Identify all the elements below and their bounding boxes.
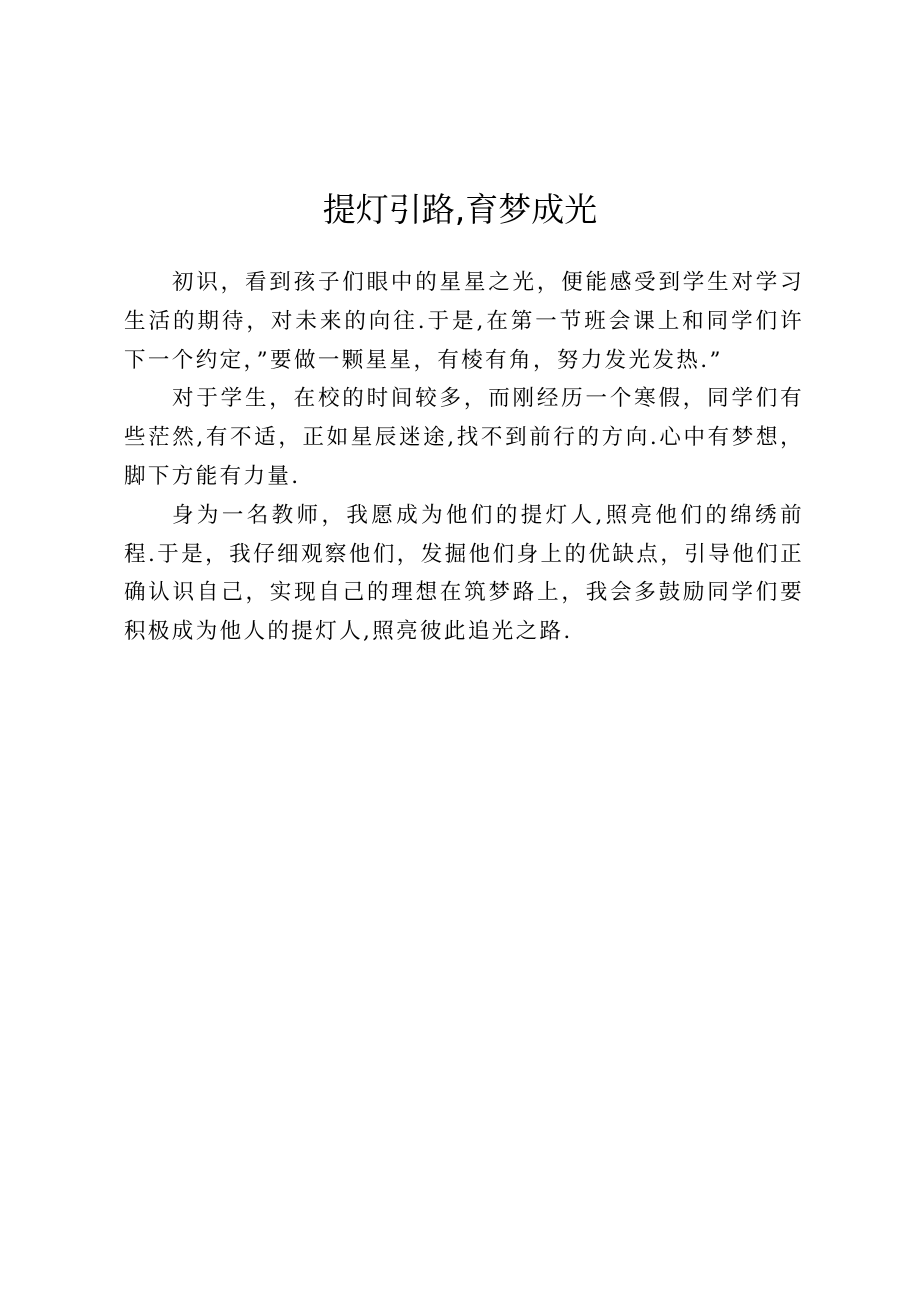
paragraph-3: 身为一名教师，我愿成为他们的提灯人,照亮他们的绵绣前程.于是，我仔细观察他们，发掘他们身上的优缺点，引导他们正确认识自己，实现自己的理想在筑梦路上，我会多鼓励同学们要积极成为他人的提灯人,照亮彼此追光之路. — [124, 502, 804, 645]
paragraph-1: 初识，看到孩子们眼中的星星之光，便能感受到学生对学习生活的期待，对未来的向往.于是,在第一节班会课上和同学们许下一个约定，”要做一颗星星，有棱有角，努力发光发热.” — [124, 270, 804, 373]
paragraph-2: 对于学生，在校的时间较多，而刚经历一个寒假，同学们有些茫然,有不适，正如星辰迷途,找不到前行的方向.心中有梦想，脚下方能有力量. — [124, 386, 804, 489]
document-title: 提灯引路,育梦成光 — [322, 190, 598, 229]
document-body — [124, 264, 804, 652]
